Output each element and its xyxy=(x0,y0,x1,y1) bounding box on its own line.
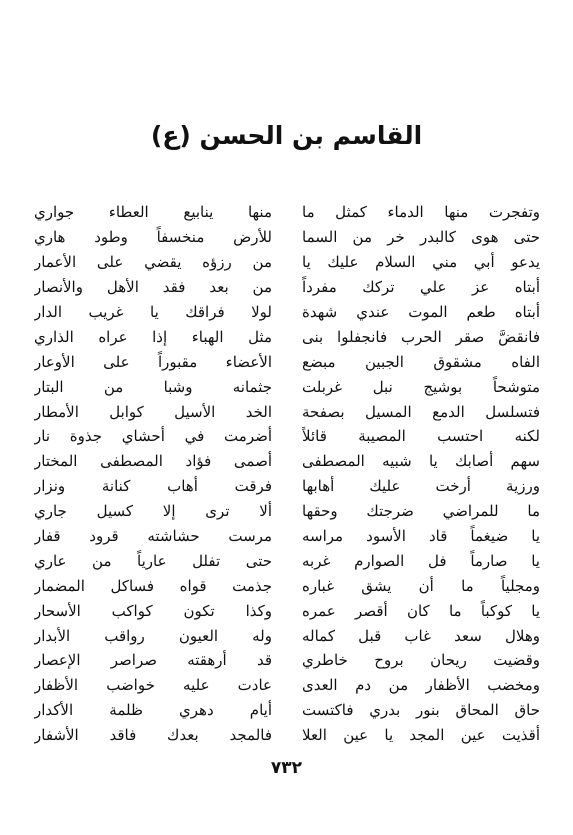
second-hemistich: حتى تفلل عارياً من عاري xyxy=(34,551,272,570)
first-hemistich: ومجلياً ما أن يشق غباره xyxy=(302,576,540,595)
first-hemistich: أبتاه طعم الموت عندي شهدة xyxy=(302,303,540,321)
second-hemistich: أضرمت في أحشاي جذوة نار xyxy=(34,427,272,446)
second-hemistich: من بعد فقد الأهل والأنصار xyxy=(34,278,272,297)
page-title: القاسم بن الحسن (ع) xyxy=(150,121,423,150)
first-hemistich: وهلال سعد غاب قبل كماله xyxy=(302,626,540,645)
first-hemistich: فتسلسل الدمع المسيل بصفحة xyxy=(302,402,540,421)
verse-line xyxy=(34,623,540,648)
first-hemistich: متوشحاً بوشيج نبل غربلت xyxy=(302,377,540,396)
first-hemistich: الفاه مشقوق الجبين مبضع xyxy=(302,352,540,371)
first-hemistich: ما للمراضي ضرجتك وحقها xyxy=(302,502,540,521)
second-hemistich: عادت عليه خواضب الأظفار xyxy=(34,676,272,695)
first-hemistich: يدعو أبي مني السلام عليك يا xyxy=(302,253,540,272)
second-hemistich: مثل الهباء إذا عراه الذاري xyxy=(34,327,272,346)
verse-line xyxy=(34,499,540,524)
second-hemistich: الأعضاء مقبوراً على الأوعار xyxy=(34,352,272,371)
verse-line xyxy=(34,698,540,723)
second-hemistich: وله العيون رواقب الأبدار xyxy=(34,626,272,645)
first-hemistich: وقضيت ريحان بروح خاطري xyxy=(302,651,540,670)
first-hemistich: يا ضيغماً قاد الأسود مراسه xyxy=(302,527,540,546)
first-hemistich: لكنه احتسب المصيبة قائلاً xyxy=(302,427,540,446)
verse-line xyxy=(34,225,540,250)
verse-line xyxy=(34,474,540,499)
poem xyxy=(34,200,540,745)
second-hemistich: للأرض منخسفاً وطود هاري xyxy=(34,228,272,247)
verse-line xyxy=(34,324,540,349)
second-hemistich: أيام دهري ظلمة الأكدار xyxy=(34,701,272,720)
first-hemistich: سهم أصابك يا شبيه المصطفى xyxy=(302,452,540,471)
first-hemistich: حتى هوى كالبدر خر من السما xyxy=(302,228,540,247)
second-hemistich: ألا ترى إلا كسيل جاري xyxy=(34,502,272,521)
first-hemistich: يا صارماً فل الصوارم غربه xyxy=(302,551,540,570)
verse-line xyxy=(34,250,540,275)
verse-line xyxy=(34,573,540,598)
first-hemistich: يا كوكباً ما كان أقصر عمره xyxy=(302,601,540,620)
first-hemistich: أبتاه عز علي تركك مفرداً xyxy=(302,278,540,297)
second-hemistich: لولا فراقك يا غريب الدار xyxy=(34,303,272,321)
verse-line xyxy=(34,673,540,698)
first-hemistich: ومخضب الأظفار من دم العدى xyxy=(302,676,540,695)
verse-line xyxy=(34,723,540,748)
second-hemistich: جذمت قواه فساكل المضمار xyxy=(34,576,272,595)
verse-line xyxy=(34,548,540,573)
verse-line xyxy=(34,648,540,673)
verse-line xyxy=(34,598,540,623)
second-hemistich: الخد الأسيل كوابل الأمطار xyxy=(34,402,272,421)
verse-line xyxy=(34,424,540,449)
verse-line xyxy=(34,200,540,225)
verse-line xyxy=(34,449,540,474)
verse-line xyxy=(34,275,540,300)
verse-line xyxy=(34,349,540,374)
first-hemistich: أقذيت عين المجد يا عين العلا xyxy=(302,726,540,745)
first-hemistich: ورزية أرخت عليك أهابها xyxy=(302,477,540,496)
page-number: ٧٣٢ xyxy=(270,758,303,778)
first-hemistich: وتفجرت منها الدماء كمثل ما xyxy=(302,203,540,222)
verse-line xyxy=(34,399,540,424)
second-hemistich: أصمى فؤاد المصطفى المختار xyxy=(34,452,272,471)
second-hemistich: قد أرهقته صراصر الإعصار xyxy=(34,651,272,670)
verse-line xyxy=(34,374,540,399)
verse-line xyxy=(34,300,540,325)
first-hemistich: فانقضَّ صقر الحرب فانجفلوا بنى xyxy=(302,327,540,346)
second-hemistich: منها ينابيع العطاء جواري xyxy=(34,203,272,222)
second-hemistich: جثمانه وشبا من البتار xyxy=(34,377,272,396)
second-hemistich: من رزؤه يقضي على الأعمار xyxy=(34,253,272,272)
first-hemistich: حاق المحاق بنور بدري فاكتست xyxy=(302,701,540,720)
second-hemistich: فرقت أهاب كنانة ونزار xyxy=(34,477,272,496)
second-hemistich: وكذا تكون كواكب الأسحار xyxy=(34,601,272,620)
second-hemistich: فالمجد بعدك فاقد الأشفار xyxy=(34,726,272,745)
verse-line xyxy=(34,524,540,549)
second-hemistich: مرست حشاشته قرود قفار xyxy=(34,527,272,546)
